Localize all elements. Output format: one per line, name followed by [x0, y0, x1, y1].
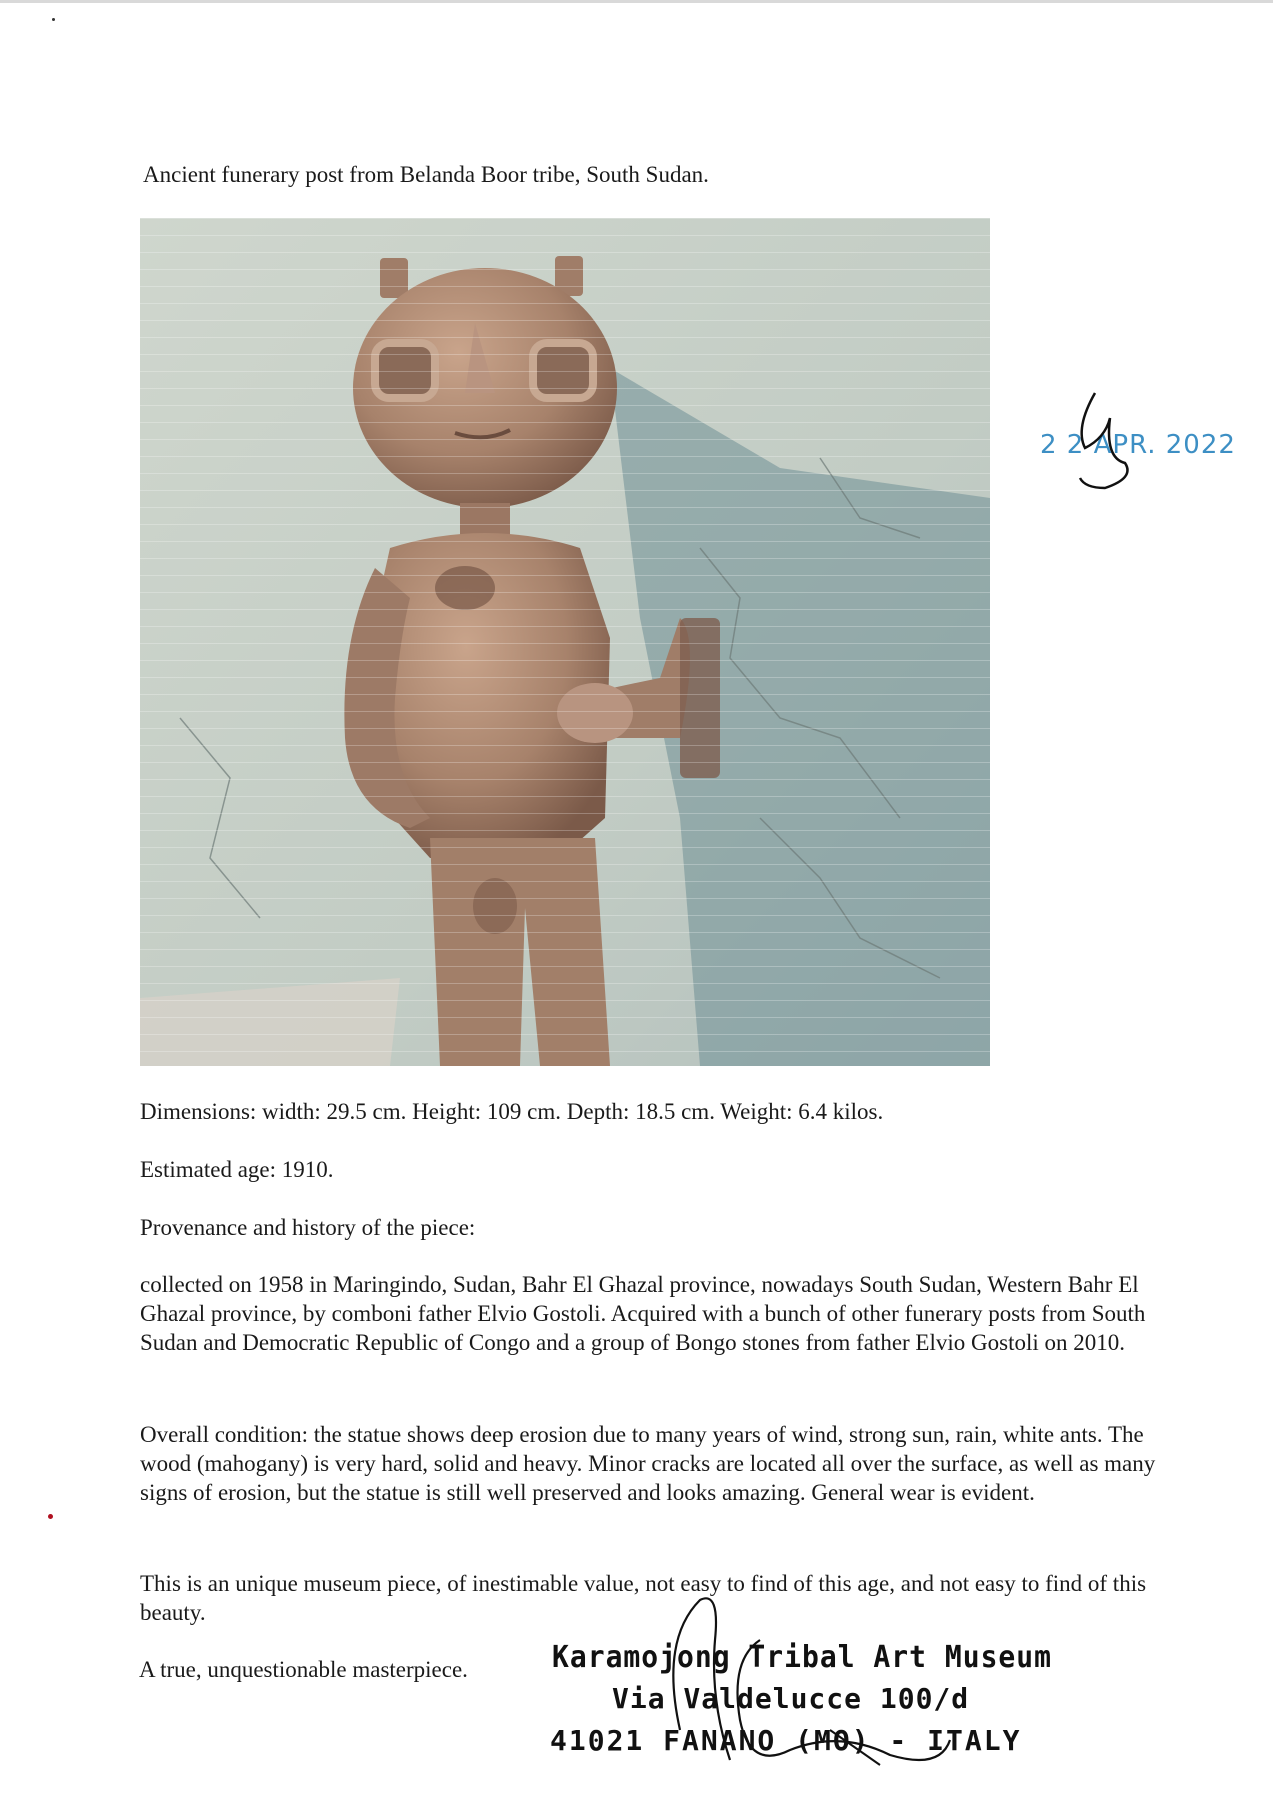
date-stamp: 2 2 APR. 2022 — [1040, 430, 1236, 460]
signature-initial — [1065, 388, 1145, 498]
scan-speck — [48, 1514, 53, 1519]
statue-photo — [140, 218, 990, 1066]
provenance-paragraph: collected on 1958 in Maringindo, Sudan, Bahr El Ghazal province, nowadays South Sudan, Western Bahr El Ghazal province, by comboni father Elvio Gostoli. Acquired with a bunch of other funerary posts from South Sudan and Democratic Republic of Congo and a group of Bongo stones from father Elvio Gostoli on 2010. — [140, 1272, 1146, 1355]
signature-scribble — [640, 1580, 960, 1780]
document-title: Ancient funerary post from Belanda Boor tribe, South Sudan. — [143, 162, 709, 187]
museum-stamp-name: Karamojong Tribal Art Museum — [552, 1638, 1053, 1675]
scan-edge — [0, 0, 1273, 3]
condition-paragraph: Overall condition: the statue shows deep erosion due to many years of wind, strong sun, rain, white ants. The wood (mahogany) is very hard, solid and heavy. Minor cracks are located all over the surface, as well as many signs of erosion, but the statue is still well preserved and looks amazing. General wear is evident. — [140, 1422, 1156, 1505]
estimated-age-text: Estimated age: 1910. — [140, 1157, 334, 1182]
masterpiece-text: A true, unquestionable masterpiece. — [139, 1657, 468, 1682]
unique-paragraph: This is an unique museum piece, of inestimable value, not easy to find of this age, and not easy to find of this beauty. — [140, 1571, 1147, 1625]
dimensions-text: Dimensions: width: 29.5 cm. Height: 109 cm. Depth: 18.5 cm. Weight: 6.4 kilos. — [140, 1099, 884, 1124]
provenance-heading: Provenance and history of the piece: — [140, 1215, 476, 1240]
museum-stamp-street: Via Valdelucce 100/d — [612, 1682, 970, 1715]
scan-speck — [52, 18, 55, 21]
museum-stamp-city: 41021 FANANO (MO) - ITALY — [550, 1724, 1022, 1757]
